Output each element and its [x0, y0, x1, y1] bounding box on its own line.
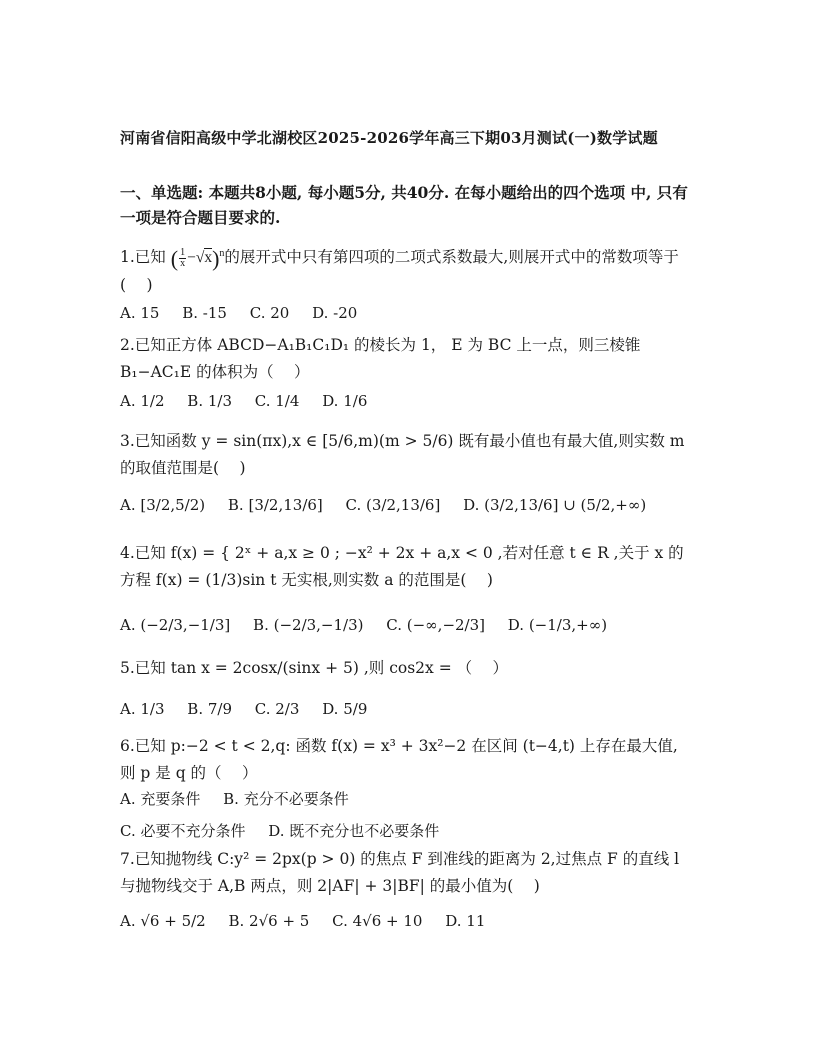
question-5 [120, 655, 690, 682]
option-a: A. 充要条件 [120, 790, 201, 808]
option-d: D. -20 [312, 304, 358, 322]
options-row [120, 494, 690, 516]
option-b: B. 7/9 [187, 700, 232, 718]
option-b: B. [3/2,13/6] [227, 496, 323, 514]
option-c: C. 1/4 [254, 392, 300, 410]
question-stem: 已知抛物线 C:y² = 2px(p > 0) 的焦点 F 到准线的距离为 2,过焦点 F 的直线 l 与抛物线交于 A,B 两点，则 2|AF| + 3|BF| 的最小值为( ) [120, 850, 680, 895]
option-b: B. (−2/3,−1/3) [253, 616, 364, 634]
option-d: D. (3/2,13/6] ∪ (5/2,+∞) [463, 496, 647, 514]
question-number: 6. [120, 737, 135, 755]
options-row [120, 302, 690, 324]
question-number: 1. [120, 248, 135, 267]
option-d: D. 既不充分也不必要条件 [268, 822, 440, 840]
question-6 [120, 733, 690, 787]
question-number: 3. [120, 432, 135, 450]
option-a: A. 1/2 [120, 392, 165, 410]
option-a: A. 15 [120, 304, 160, 322]
question-stem-before: 已知 [134, 248, 166, 267]
question-stem: 已知 tan x = 2cosx/(sinx + 5) ,则 cos2x = （ ） [134, 659, 509, 677]
option-c: C. (3/2,13/6] [345, 496, 441, 514]
option-d: D. 1/6 [322, 392, 368, 410]
option-a: A. 1/3 [120, 700, 165, 718]
question-number: 4. [120, 544, 135, 562]
question-stem: 已知 f(x) = { 2ˣ + a,x ≥ 0 ; −x² + 2x + a,x < 0 ,若对任意 t ∈ R ,关于 x 的方程 f(x) = (1/3)sin t 无实根,则实数 a 的范围是( ) [120, 544, 684, 589]
page-title: 河南省信阳高级中学北湖校区2025-2026学年高三下期03月测试(一)数学试题 [120, 129, 658, 147]
options-row [120, 820, 690, 842]
option-c: C. 2/3 [254, 700, 300, 718]
question-7 [120, 846, 690, 900]
options-row [120, 698, 690, 720]
option-b: B. -15 [182, 304, 227, 322]
question-3 [120, 428, 690, 482]
option-b: B. 充分不必要条件 [223, 790, 349, 808]
question-stem-after: 的展开式中只有第四项的二项式系数最大,则展开式中的常数项等于( ) [120, 248, 679, 295]
question-number: 7. [120, 850, 135, 868]
question-4 [120, 540, 690, 594]
section-heading: 一、单选题: 本题共8小题, 每小题5分, 共40分. 在每小题给出的四个选项 中, 只有一项是符合题目要求的. [120, 183, 688, 227]
option-c: C. 20 [249, 304, 290, 322]
question-number: 2. [120, 336, 135, 354]
question-1 [120, 240, 690, 299]
option-c: C. 必要不充分条件 [120, 822, 246, 840]
question-stem: 已知正方体 ABCD−A₁B₁C₁D₁ 的棱长为 1， E 为 BC 上一点，则三棱锥 B₁−AC₁E 的体积为（ ） [120, 336, 641, 381]
option-c: C. (−∞,−2/3] [386, 616, 486, 634]
option-d: D. 5/9 [322, 700, 368, 718]
option-d: D. 11 [445, 912, 486, 930]
options-row [120, 614, 690, 636]
option-a: A. (−2/3,−1/3] [120, 616, 231, 634]
options-row [120, 910, 690, 932]
question-stem: 已知 p:−2 < t < 2,q: 函数 f(x) = x³ + 3x²−2 在区间 (t−4,t) 上存在最大值,则 p 是 q 的（ ） [120, 737, 678, 782]
options-row [120, 788, 690, 810]
option-b: B. 1/3 [187, 392, 232, 410]
options-row [120, 390, 690, 412]
question-2 [120, 332, 690, 386]
math-expression: ( $\frac{1}{x}$ −√x)$^n$ [170, 246, 225, 272]
option-a: A. [3/2,5/2) [120, 496, 206, 514]
option-b: B. 2√6 + 5 [228, 912, 310, 930]
question-stem: 已知函数 y = sin(πx),x ∈ [5/6,m)(m > 5/6) 既有最小值也有最大值,则实数 m 的取值范围是( ) [120, 432, 685, 477]
option-d: D. (−1/3,+∞) [507, 616, 608, 634]
option-c: C. 4√6 + 10 [332, 912, 423, 930]
question-number: 5. [120, 659, 135, 677]
option-a: A. √6 + 5/2 [120, 912, 206, 930]
